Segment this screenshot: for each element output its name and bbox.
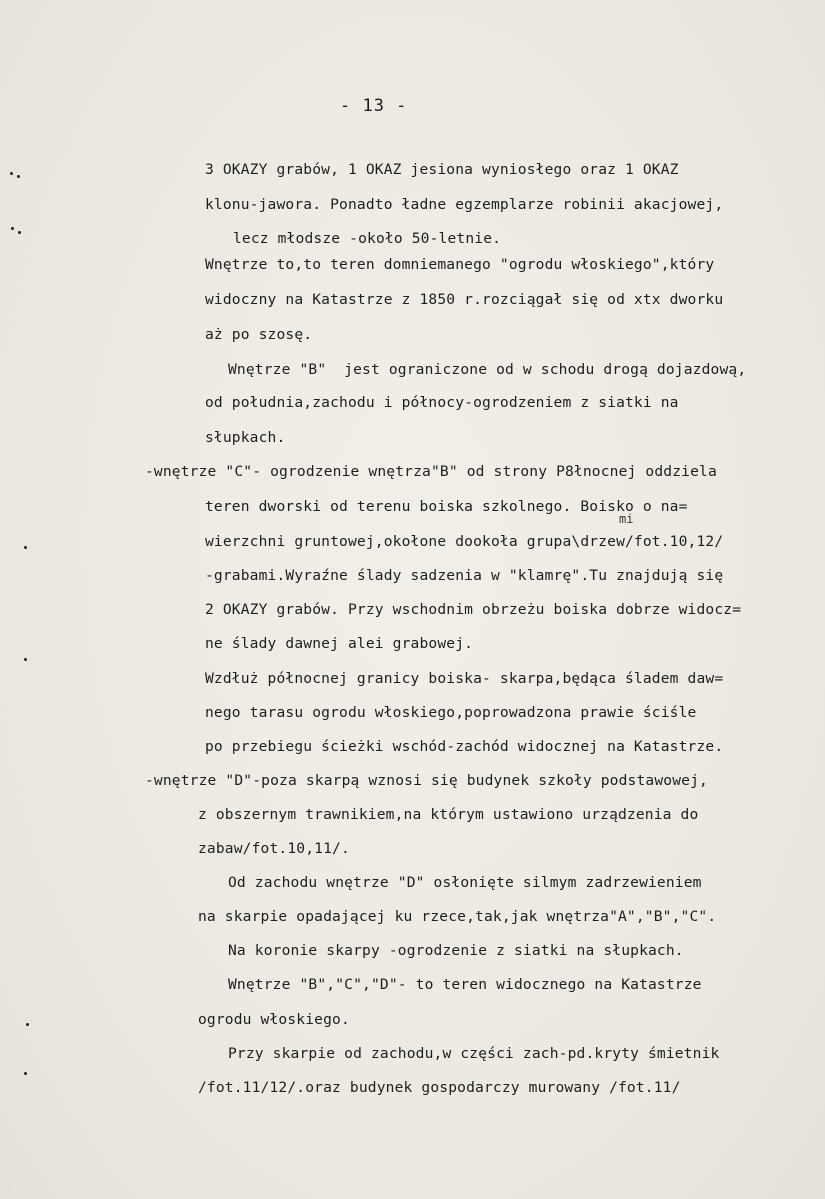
- text-line: od południa,zachodu i północy-ogrodzeniem z siatki na: [205, 394, 679, 411]
- margin-speck: [17, 175, 20, 178]
- text-line: z obszernym trawnikiem,na którym ustawiono urządzenia do: [198, 806, 699, 823]
- text-line: na skarpie opadającej ku rzece,tak,jak wnętrza"A","B","C".: [198, 908, 717, 925]
- insertion-mark: mi: [619, 512, 634, 526]
- text-line: ne ślady dawnej alei grabowej.: [205, 635, 474, 652]
- text-line: -wnętrze "D"-poza skarpą wznosi się budynek szkoły podstawowej,: [145, 772, 708, 789]
- text-line: 3 OKAZY grabów, 1 OKAZ jesiona wyniosłego oraz 1 OKAZ: [205, 161, 679, 178]
- text-line: ogrodu włoskiego.: [198, 1011, 350, 1028]
- text-line: aż po szosę.: [205, 326, 313, 343]
- text-line: słupkach.: [205, 429, 286, 446]
- margin-speck: [24, 658, 27, 661]
- text-line: Od zachodu wnętrze "D" osłonięte silmym zadrzewieniem: [228, 874, 702, 891]
- text-line: -grabami.Wyraźne ślady sadzenia w "klamrę".Tu znajdują się: [205, 567, 724, 584]
- margin-speck: [24, 546, 27, 549]
- text-line: teren dworski od terenu boiska szkolnego. Boisko o na=: [205, 498, 688, 515]
- text-line: Wnętrze to,to teren domniemanego "ogrodu włoskiego",który: [205, 256, 715, 273]
- text-line: Przy skarpie od zachodu,w części zach-pd.kryty śmietnik: [228, 1045, 720, 1062]
- text-line: nego tarasu ogrodu włoskiego,poprowadzona prawie ściśle: [205, 704, 697, 721]
- text-line: Na koronie skarpy -ogrodzenie z siatki na słupkach.: [228, 942, 684, 959]
- text-line: zabaw/fot.10,11/.: [198, 840, 350, 857]
- margin-speck: [24, 1072, 27, 1075]
- text-line: Wzdłuż północnej granicy boiska- skarpa,będąca śladem daw=: [205, 670, 724, 687]
- margin-speck: [26, 1023, 29, 1026]
- text-line: -wnętrze "C"- ogrodzenie wnętrza"B" od strony P8łnocnej oddziela: [145, 463, 717, 480]
- margin-speck: [10, 172, 13, 175]
- text-line: wierzchni gruntowej,okołone dookoła grupa\drzew/fot.10,12/: [205, 533, 724, 550]
- text-line: 2 OKAZY grabów. Przy wschodnim obrzeżu boiska dobrze widocz=: [205, 601, 742, 618]
- text-line: lecz młodsze -około 50-letnie.: [233, 230, 502, 247]
- page-number: - 13 -: [340, 96, 408, 116]
- text-line: widoczny na Katastrze z 1850 r.rozciągał się od xtx dworku: [205, 291, 724, 308]
- margin-speck: [18, 231, 21, 234]
- text-line: po przebiegu ścieżki wschód-zachód widocznej na Katastrze.: [205, 738, 724, 755]
- margin-speck: [11, 227, 14, 230]
- text-line: klonu-jawora. Ponadto ładne egzemplarze robinii akacjowej,: [205, 196, 724, 213]
- text-line: Wnętrze "B" jest ograniczone od w schodu drogą dojazdową,: [228, 361, 747, 378]
- text-line: /fot.11/12/.oraz budynek gospodarczy murowany /fot.11/: [198, 1079, 681, 1096]
- text-line: Wnętrze "B","C","D"- to teren widocznego na Katastrze: [228, 976, 702, 993]
